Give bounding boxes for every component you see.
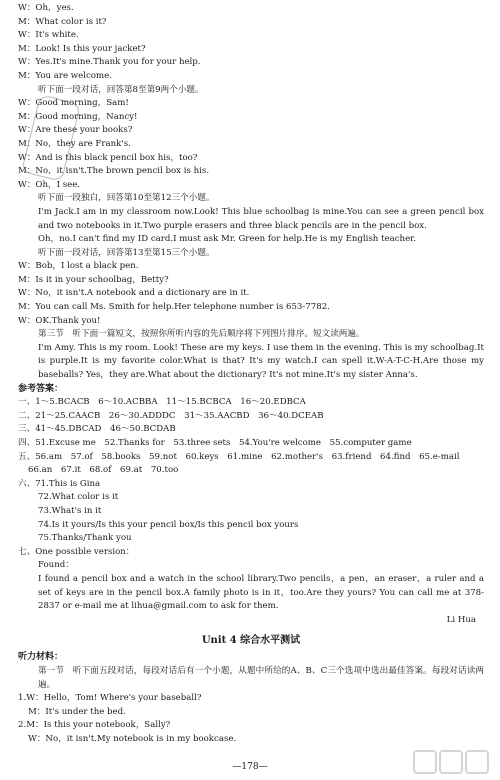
text-line: 听力材料： bbox=[18, 652, 64, 663]
text-line: 七、One possible version： bbox=[18, 546, 135, 557]
text-line: W：Are these your books? bbox=[18, 125, 133, 136]
text-line: W：Yes.It's mine.Thank you for your help. bbox=[18, 57, 201, 68]
text-line: 74.Is it yours/Is this your pencil box/Is this pencil box yours bbox=[38, 519, 299, 530]
text-line: 75.Thanks/Thank you bbox=[38, 533, 132, 544]
text-line: M：It's under the bed. bbox=[28, 706, 126, 717]
text-line: W：No，it isn't.My notebook is in my bookcase. bbox=[28, 733, 237, 744]
text-line: M：Is it in your schoolbag，Betty? bbox=[18, 274, 169, 285]
text-line: 第一节 听下面五段对话，每段对话后有一个小题，从题中所给的A、B、C三个选项中选出最佳答案。每段对话读两遍。 bbox=[38, 665, 484, 690]
text-line: M：Good morning，Nancy! bbox=[18, 111, 138, 122]
text-line: 72.What color is it bbox=[38, 492, 119, 503]
text-line: 1.W：Hello，Tom! Where's your baseball? bbox=[18, 693, 202, 704]
text-line: 第三节 听下面一篇短文，按照你所听内容的先后顺序将下列图片排序。短文读两遍。 bbox=[38, 329, 365, 340]
text-line: Li Hua bbox=[446, 614, 476, 625]
text-line: 五、56.am 57.of 58.books 59.not 60.keys 61.mine 62.mother's 63.friend 64.find 65.e-mail bbox=[18, 451, 460, 462]
text-line: I'm Amy. This is my room. Look! These are my keys. I use them in the evening. This is my schoolbag.It is purple.It is my favorite color.What is that? It's my watch.I can spell it.W-A-T-C-H.Are those my baseballs? Yes，they are.What about the dictionary? It's not mine.It's my sister Anna's. bbox=[38, 342, 484, 381]
text-line: W：Oh，yes. bbox=[18, 3, 74, 13]
text-line: W：It's white. bbox=[18, 30, 79, 41]
text-line: 听下面一段对话，回答第8至第9两个小题。 bbox=[38, 84, 204, 95]
text-line: Found： bbox=[38, 560, 74, 571]
text-line: M：What color is it? bbox=[18, 16, 107, 27]
text-line: W：Bob，I lost a black pen. bbox=[18, 261, 139, 272]
text-line: W：No，it isn't.A notebook and a dictionary are in it. bbox=[18, 288, 250, 299]
text-line: 参考答案： bbox=[18, 383, 64, 394]
text-line: M：You can call Ms. Smith for help.Her telephone number is 653-7782. bbox=[18, 302, 330, 313]
text-line: 一、1～5.BCACB 6～10.ACBBA 11～15.BCBCA 16～20.EDBCA bbox=[18, 397, 306, 408]
text-line: I found a pencil box and a watch in the school library.Two pencils，a pen，an eraser，a ruler and a set of keys are in the pencil box.A family photo is in it，too.Are they yours? You can call me at 378-2837 or e-mail me at lihua@gmail.com to ask for them. bbox=[38, 573, 484, 612]
text-line: 六、71.This is Gina bbox=[18, 478, 101, 489]
text-line: 2.M：Is this your notebook，Sally? bbox=[18, 720, 171, 731]
page-number: —178— bbox=[232, 762, 268, 772]
text-line: I'm Jack.I am in my classroom now.Look! This blue schoolbag is mine.You can see a green pencil box and two notebooks in it.Two purple erasers and three black pencils are in the pencil box. bbox=[38, 206, 484, 231]
unit-title: Unit 4 综合水平测试 bbox=[201, 635, 301, 647]
listening-material-block bbox=[18, 651, 484, 746]
document-page bbox=[18, 2, 484, 746]
text-line: 66.an 67.it 68.of 69.at 70.too bbox=[28, 465, 179, 476]
text-line: W：Oh，I see. bbox=[18, 179, 81, 190]
text-line: W：Good morning，Sam! bbox=[18, 98, 129, 109]
text-line: Oh，no.I can't find my ID card.I must ask Mr. Green for help.He is my English teacher. bbox=[38, 234, 417, 245]
text-line: 听下面一段对话，回答第13至第15三个小题。 bbox=[38, 247, 215, 258]
text-line: 三、41～45.DBCAD 46～50.BCDAB bbox=[18, 424, 176, 435]
text-line: 二、21～25.CAACB 26～30.ADDDC 31～35.AACBD 36～40.DCEAB bbox=[18, 410, 324, 421]
text-line: 听下面一段独白，回答第10至第12三个小题。 bbox=[38, 193, 215, 204]
text-line: 四、51.Excuse me 52.Thanks for 53.three sets 54.You're welcome 55.computer game bbox=[18, 438, 412, 448]
answer-text-block bbox=[18, 2, 484, 627]
text-line: W：OK.Thank you! bbox=[18, 315, 101, 326]
text-line: M：You are welcome. bbox=[18, 70, 112, 81]
text-line: 73.What's in it bbox=[38, 505, 102, 516]
text-line: M：Look! Is this your jacket? bbox=[18, 43, 146, 54]
text-line: W：And is this black pencil box his，too? bbox=[18, 152, 198, 163]
text-line: M：No，they are Frank's. bbox=[18, 138, 131, 149]
text-line: M：No，it isn't.The brown pencil box is his. bbox=[18, 166, 210, 177]
